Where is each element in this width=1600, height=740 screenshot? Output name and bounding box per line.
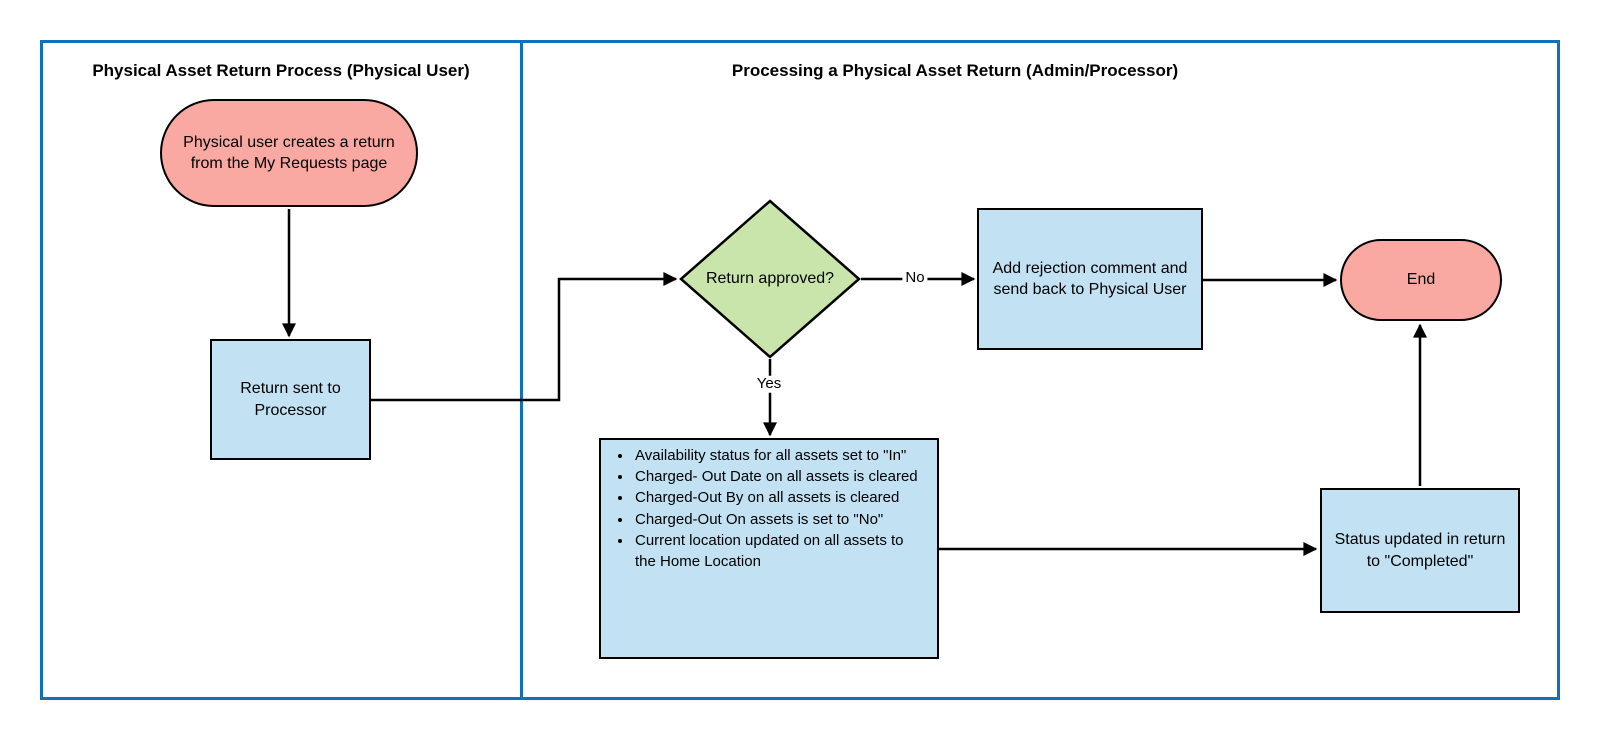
start-node-label: Physical user creates a return from the My Requests page bbox=[183, 133, 395, 172]
asset-update-item: • Current location updated on all assets to the Home Location bbox=[633, 530, 921, 572]
arrow-return-sent-to-decision bbox=[371, 279, 676, 400]
asset-update-item: • Availability status for all assets set to "In" bbox=[633, 445, 921, 466]
edge-label-no: No bbox=[902, 270, 927, 287]
decision-return-approved bbox=[679, 199, 861, 359]
decision-label: Return approved? bbox=[705, 270, 835, 288]
process-status-updated-completed bbox=[1320, 488, 1520, 613]
asset-update-item: • Charged- Out Date on all assets is cleared bbox=[633, 466, 921, 487]
process-add-rejection-comment bbox=[977, 208, 1203, 350]
process-return-sent-label: Return sent to Processor bbox=[240, 380, 341, 419]
asset-update-item: • Charged-Out On assets is set to "No" bbox=[633, 509, 921, 530]
end-node-label: End bbox=[1406, 271, 1436, 289]
process-return-sent-to-processor bbox=[210, 339, 371, 460]
process-status-updated-label: Status updated in return to "Completed" bbox=[1334, 531, 1506, 570]
asset-updates-bullet-list bbox=[601, 445, 937, 572]
edge-label-yes: Yes bbox=[754, 376, 784, 393]
process-add-rejection-label: Add rejection comment and send back to Physical User bbox=[992, 259, 1188, 298]
asset-update-item: • Charged-Out By on all assets is cleared bbox=[633, 487, 921, 508]
end-node bbox=[1340, 239, 1502, 321]
start-node bbox=[160, 99, 418, 207]
lane-title-admin-processor: Processing a Physical Asset Return (Admin/Processor) bbox=[731, 61, 1179, 80]
lane-title-physical-user: Physical Asset Return Process (Physical User) bbox=[92, 61, 470, 80]
process-asset-updates-list bbox=[599, 438, 939, 659]
